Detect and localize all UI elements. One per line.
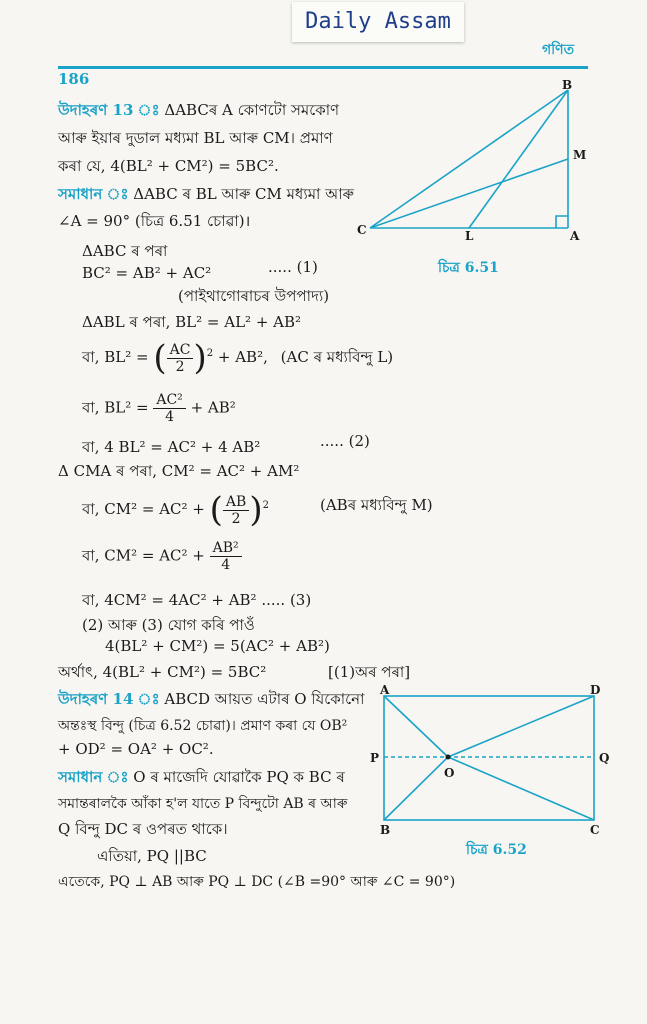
example13-label: উদাহৰণ 13 ঃ [58, 101, 160, 119]
step-bl2-note: (AC ৰ মধ্যবিন্দু L) [280, 348, 394, 366]
paren-open: ( [209, 490, 223, 530]
solution14-line2: সমান্তৰালকৈ আঁকা হ'ল যাতে P বিন্দুটো AB ৰ আৰু [58, 796, 348, 812]
label-o: O [444, 766, 455, 780]
figure-6-51 [355, 80, 590, 265]
label-b: B [380, 823, 391, 837]
step-cm2-pre: বা, CM² = AC² + [82, 500, 205, 518]
step-abc-from: ΔABC ৰ পৰা [82, 242, 168, 260]
example13-line2: আৰু ইয়াৰ দুডাল মধ্যমা BL আৰু CM। প্ৰমাণ [58, 129, 333, 147]
step-4cm2: বা, 4CM² = 4AC² + AB² ..... (3) [82, 591, 312, 609]
step-bl2-frac2 [82, 392, 236, 425]
step-bl2-pre: বা, BL² = [82, 348, 149, 366]
rectangle-abcd [384, 696, 594, 820]
point-o [446, 755, 451, 760]
step-cm2-frac: বা, CM² = AC² + ( $\frac{AB}{2}$ )$^2$ [82, 490, 269, 530]
example14-label: উদাহৰণ 14 ঃ [58, 690, 160, 708]
example14-line3: + OD² = OA² + OC². [58, 740, 214, 758]
fraction-num: AC [167, 342, 194, 359]
solution14-label: সমাধান ঃ [58, 768, 129, 786]
solution13-line1 [58, 183, 354, 208]
line-ob [384, 757, 448, 820]
median-bl [469, 90, 568, 228]
solution13-text1: ΔABC ৰ BL আৰু CM মধ্যমা আৰু [128, 185, 354, 203]
example13-line1 [58, 99, 339, 124]
fraction-num: AB [223, 494, 249, 511]
step-add: (2) আৰু (3) যোগ কৰি পাওঁ [82, 616, 255, 634]
label-a: A [380, 684, 390, 697]
step-abl: ΔABL ৰ পৰা, BL² = AL² + AB² [82, 313, 302, 331]
example13-line3: কৰা যে, 4(BL² + CM²) = 5BC². [58, 157, 279, 175]
fraction-den: 2 [231, 510, 241, 527]
step-bl2-post: + AB², [217, 348, 268, 366]
figure-6-51-caption: চিত্ৰ 6.51 [438, 260, 499, 276]
label-p: P [370, 751, 380, 765]
step-cm2-note: (ABৰ মধ্যবিন্দু M) [320, 496, 433, 514]
solution14-line1 [58, 766, 345, 791]
fraction-den: 4 [221, 557, 231, 573]
fraction-den: 4 [165, 409, 175, 425]
fraction-num: AC² [153, 392, 185, 409]
fraction-ab2-4 [210, 540, 242, 573]
example14-line2: অন্তঃস্থ বিন্দু (চিত্ৰ 6.52 চোৱা)। প্ৰমাণ কৰা যে OB² [58, 718, 348, 734]
step-pq-parallel: এতিয়া, PQ ||BC [97, 847, 207, 865]
line-oa [384, 696, 448, 757]
step-cm2-frac2 [82, 540, 242, 573]
paren-open: ( [153, 338, 167, 378]
paren-close: ) [193, 338, 207, 378]
label-l: L [465, 229, 474, 243]
step-4bl2-number: ..... (2) [320, 432, 370, 450]
daily-assam-stamp: Daily Assam [292, 2, 464, 42]
figure-6-52 [368, 684, 618, 839]
example14-line1 [58, 688, 365, 713]
label-d: D [590, 684, 601, 697]
right-angle-mark [556, 216, 568, 228]
solution13-label: সমাধান ঃ [58, 185, 129, 203]
step-result-note: [(1)অৰ পৰা] [328, 663, 411, 681]
median-cm [370, 159, 568, 228]
label-m: M [573, 148, 587, 162]
solution14-text1: O ৰ মাজেদি যোৱাকৈ PQ ক BC ৰ [128, 768, 345, 786]
step-bl2b-post: + AB² [190, 398, 236, 417]
example13-text1: ΔABCৰ A কোণটো সমকোণ [159, 101, 340, 119]
step-result: অৰ্থাৎ, 4(BL² + CM²) = 5BC² [58, 663, 267, 681]
step-bc2: BC² = AB² + AC² [82, 264, 212, 282]
step-bl2-frac: বা, BL² = ( $\frac{AC}{2}$ )$^2$ + AB², (AC ৰ মধ্যবিন্দু L) [82, 338, 394, 378]
line-cb [370, 90, 568, 228]
fraction-ab-2 [223, 494, 249, 527]
subject-header: গণিত [542, 42, 575, 58]
figure-6-52-caption: চিত্ৰ 6.52 [466, 842, 527, 858]
step-cm2b-pre: বা, CM² = AC² + [82, 546, 205, 565]
label-c: C [357, 223, 367, 237]
fraction-ac2-4 [153, 392, 185, 425]
example14-text1: ABCD আয়ত এটাৰ O যিকোনো [159, 690, 365, 708]
paren-close: ) [249, 490, 263, 530]
label-q: Q [599, 751, 610, 765]
fraction-den: 2 [175, 358, 185, 375]
step-bl2b-pre: বা, BL² = [82, 398, 149, 417]
label-a: A [570, 229, 580, 243]
fraction-ac-2 [167, 342, 194, 375]
label-c: C [590, 823, 600, 837]
solution13-line2: ∠A = 90° (চিত্ৰ 6.51 চোৱা)। [58, 212, 251, 230]
step-cma: Δ CMA ৰ পৰা, CM² = AC² + AM² [58, 462, 300, 480]
step-bc2-number: ..... (1) [268, 258, 318, 276]
solution14-line3: Q বিন্দু DC ৰ ওপৰত থাকে। [58, 820, 228, 838]
step-4bl2: বা, 4 BL² = AC² + 4 AB² [82, 438, 261, 456]
step-sum: 4(BL² + CM²) = 5(AC² + AB²) [105, 637, 330, 655]
line-od [448, 696, 594, 757]
page-number: 186 [58, 70, 90, 88]
fraction-num: AB² [210, 540, 242, 557]
label-b: B [562, 80, 573, 92]
header-rule [58, 66, 588, 69]
step-pq-perp: এতেকে, PQ ⊥ AB আৰু PQ ⊥ DC (∠B =90° আৰু ∠C = 90°) [58, 874, 456, 890]
line-oc [448, 757, 594, 820]
step-pythagoras-note: (পাইথাগোৰাচৰ উপপাদ্য) [178, 287, 330, 305]
